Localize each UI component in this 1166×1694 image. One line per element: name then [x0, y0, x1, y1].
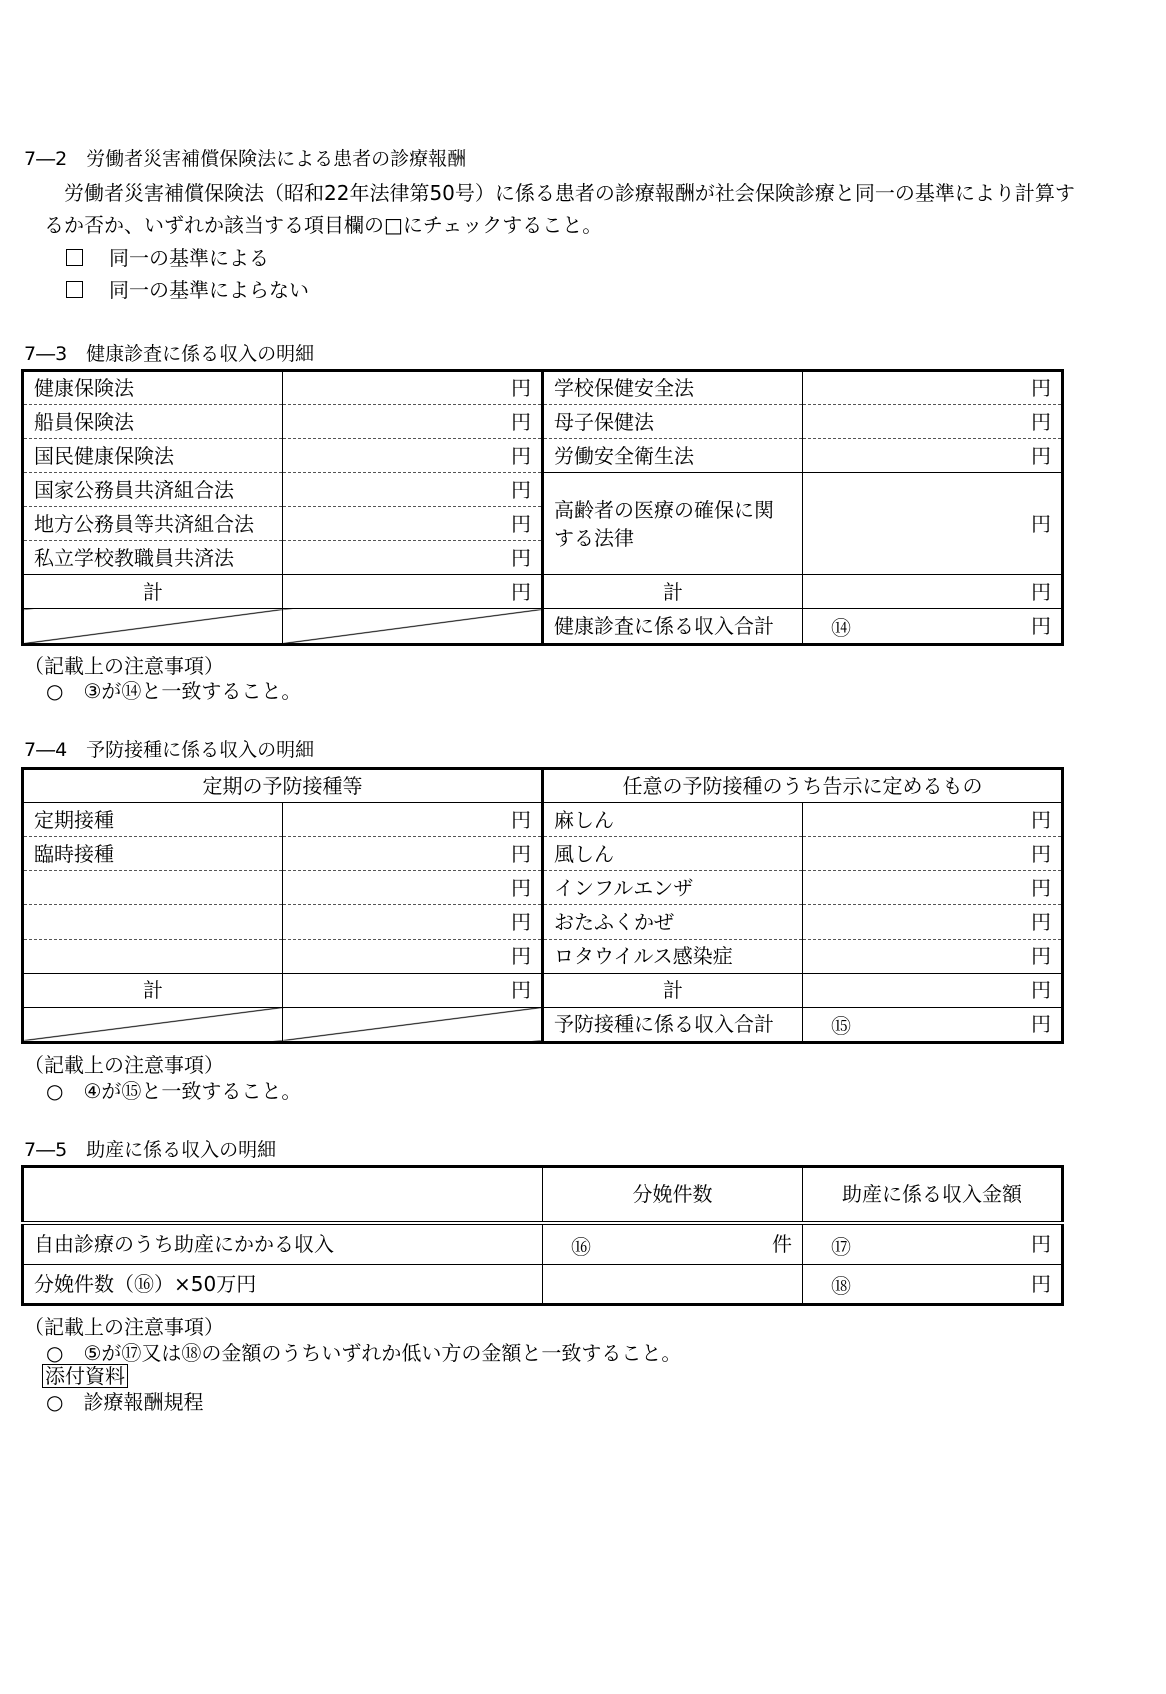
table-cell-label: 地方公務員等共済組合法 [23, 507, 283, 541]
amount-cell[interactable] [283, 905, 543, 939]
table-cell-label: 船員保険法 [23, 405, 283, 439]
vaccination-income-table [21, 767, 1064, 1044]
amount-cell[interactable] [283, 371, 543, 405]
yen-unit: 円 [1031, 1012, 1051, 1037]
yen-unit: 円 [511, 909, 531, 934]
circled-number-16: ⑯ [571, 1234, 591, 1259]
section-7-4-heading: 7―4 予防接種に係る収入の明細 [24, 739, 315, 761]
yen-unit: 円 [1031, 875, 1051, 900]
attachment-label [42, 1364, 128, 1388]
table-cell-label[interactable] [23, 939, 283, 973]
circled-number-17: ⑰ [831, 1234, 851, 1259]
amount-cell[interactable] [283, 541, 543, 575]
table-cell-label: 定期接種 [23, 803, 283, 837]
subtotal-label: 計 [23, 973, 283, 1007]
amount-cell[interactable] [283, 405, 543, 439]
blank-header-cell [23, 1167, 543, 1223]
option-same-standard-label: 同一の基準による [109, 246, 269, 270]
section-7-2-paragraph-line1: 労働者災害補償保険法（昭和22年法律第50号）に係る患者の診療報酬が社会保険診療と同一の基準により計算す [64, 181, 1075, 205]
amount-cell[interactable] [283, 803, 543, 837]
option-not-same-standard [66, 280, 309, 300]
yen-unit: 円 [1031, 409, 1051, 434]
section-7-2-heading: 7―2 労働者災害補償保険法による患者の診療報酬 [24, 148, 467, 170]
yen-unit: 円 [1031, 1272, 1051, 1296]
table-cell-label: 学校保健安全法 [543, 371, 803, 405]
yen-unit: 円 [511, 875, 531, 900]
midwifery-income-table [21, 1165, 1064, 1306]
amount-cell[interactable] [283, 439, 543, 473]
count-unit: 件 [772, 1232, 792, 1257]
yen-unit: 円 [1031, 841, 1051, 866]
yen-unit: 円 [511, 545, 531, 570]
table-cell-label: 私立学校教職員共済法 [23, 541, 283, 575]
yen-unit: 円 [511, 443, 531, 468]
option-same-standard [66, 248, 269, 268]
table-cell-label: 母子保健法 [543, 405, 803, 439]
note-heading: （記載上の注意事項） [24, 1315, 224, 1339]
table-cell-label: 臨時接種 [23, 837, 283, 871]
yen-unit: 円 [1031, 909, 1051, 934]
amount-cell[interactable] [803, 1223, 1063, 1265]
subtotal-amount[interactable] [803, 575, 1063, 609]
table-cell-label[interactable] [23, 905, 283, 939]
grand-total-amount[interactable] [803, 609, 1063, 645]
note-text: ○ ④が⑮と一致すること。 [46, 1079, 302, 1103]
amount-cell[interactable] [283, 939, 543, 973]
subtotal-amount[interactable] [283, 973, 543, 1007]
yen-unit: 円 [1031, 1232, 1051, 1257]
yen-unit: 円 [1031, 807, 1051, 832]
table-cell-label: インフルエンザ [543, 871, 803, 905]
amount-cell[interactable] [803, 1265, 1063, 1305]
yen-unit: 円 [1031, 579, 1051, 604]
table-cell-label[interactable] [23, 871, 283, 905]
yen-unit: 円 [511, 978, 531, 1003]
health-checkup-income-table [21, 369, 1064, 646]
yen-unit: 円 [511, 511, 531, 536]
table-cell-label: 健康保険法 [23, 371, 283, 405]
diagonal-blank-cell [283, 609, 543, 645]
yen-unit: 円 [511, 477, 531, 502]
delivery-count-cell[interactable] [543, 1223, 803, 1265]
diagonal-blank-cell [283, 1007, 543, 1042]
amount-cell[interactable] [803, 405, 1063, 439]
amount-cell[interactable] [803, 371, 1063, 405]
grand-total-amount[interactable] [803, 1007, 1063, 1042]
amount-cell[interactable] [283, 871, 543, 905]
circled-number-18: ⑱ [831, 1274, 851, 1298]
table-cell-label: 風しん [543, 837, 803, 871]
checkbox-same-standard[interactable] [66, 249, 83, 266]
table-cell-label: 分娩件数（⑯）×50万円 [23, 1265, 543, 1305]
diagonal-blank-cell [23, 1007, 283, 1042]
blank-cell [543, 1265, 803, 1305]
amount-cell[interactable] [803, 473, 1063, 575]
yen-unit: 円 [1031, 978, 1051, 1003]
section-7-5-heading: 7―5 助産に係る収入の明細 [24, 1139, 277, 1161]
subtotal-amount[interactable] [283, 575, 543, 609]
yen-unit: 円 [1031, 376, 1051, 400]
yen-unit: 円 [511, 841, 531, 866]
yen-unit: 円 [1031, 511, 1051, 536]
amount-cell[interactable] [803, 905, 1063, 939]
column-header-voluntary: 任意の予防接種のうち告示に定めるもの [543, 769, 1063, 803]
table-cell-label: おたふくかぜ [543, 905, 803, 939]
amount-cell[interactable] [283, 837, 543, 871]
yen-unit: 円 [511, 376, 531, 400]
note-text: ○ ③が⑭と一致すること。 [46, 679, 302, 703]
note-heading: （記載上の注意事項） [24, 654, 224, 678]
table-cell-label: 自由診療のうち助産にかかる収入 [23, 1223, 543, 1265]
table-cell-label: ロタウイルス感染症 [543, 939, 803, 973]
note-heading: （記載上の注意事項） [24, 1053, 224, 1077]
amount-cell[interactable] [283, 473, 543, 507]
column-header-routine: 定期の予防接種等 [23, 769, 543, 803]
amount-cell[interactable] [803, 439, 1063, 473]
circled-number-14: ⑭ [831, 616, 851, 640]
table-cell-label: 国民健康保険法 [23, 439, 283, 473]
column-header-midwifery-income: 助産に係る収入金額 [803, 1167, 1063, 1223]
subtotal-label: 計 [543, 973, 803, 1007]
amount-cell[interactable] [283, 507, 543, 541]
amount-cell[interactable] [803, 871, 1063, 905]
grand-total-label: 予防接種に係る収入合計 [543, 1007, 803, 1042]
table-cell-label: 労働安全衛生法 [543, 439, 803, 473]
attachment-label-box: 添付資料 [42, 1364, 128, 1388]
subtotal-label: 計 [543, 575, 803, 609]
section-7-3-heading: 7―3 健康診査に係る収入の明細 [24, 343, 315, 365]
subtotal-label: 計 [23, 575, 283, 609]
subtotal-amount[interactable] [803, 973, 1063, 1007]
option-not-same-standard-label: 同一の基準によらない [109, 278, 309, 302]
table-cell-label-elderly-medical: 高齢者の医療の確保に関する法律 [543, 473, 803, 575]
note-text: ○ ⑤が⑰又は⑱の金額のうちいずれか低い方の金額と一致すること。 [46, 1341, 682, 1365]
yen-unit: 円 [511, 807, 531, 832]
yen-unit: 円 [511, 409, 531, 434]
yen-unit: 円 [1031, 443, 1051, 468]
yen-unit: 円 [1031, 614, 1051, 638]
yen-unit: 円 [1031, 944, 1051, 969]
section-7-2-paragraph-line2: るか否か、いずれか該当する項目欄の□にチェックすること。 [44, 213, 603, 237]
checkbox-not-same-standard[interactable] [66, 281, 83, 298]
yen-unit: 円 [511, 579, 531, 604]
circled-number-15: ⑮ [831, 1013, 851, 1038]
amount-cell[interactable] [803, 939, 1063, 973]
table-cell-label: 麻しん [543, 803, 803, 837]
amount-cell[interactable] [803, 803, 1063, 837]
column-header-delivery-count: 分娩件数 [543, 1167, 803, 1223]
amount-cell[interactable] [803, 837, 1063, 871]
table-cell-label: 国家公務員共済組合法 [23, 473, 283, 507]
diagonal-blank-cell [23, 609, 283, 645]
yen-unit: 円 [511, 944, 531, 969]
attachment-item: ○ 診療報酬規程 [46, 1390, 204, 1414]
grand-total-label: 健康診査に係る収入合計 [543, 609, 803, 645]
